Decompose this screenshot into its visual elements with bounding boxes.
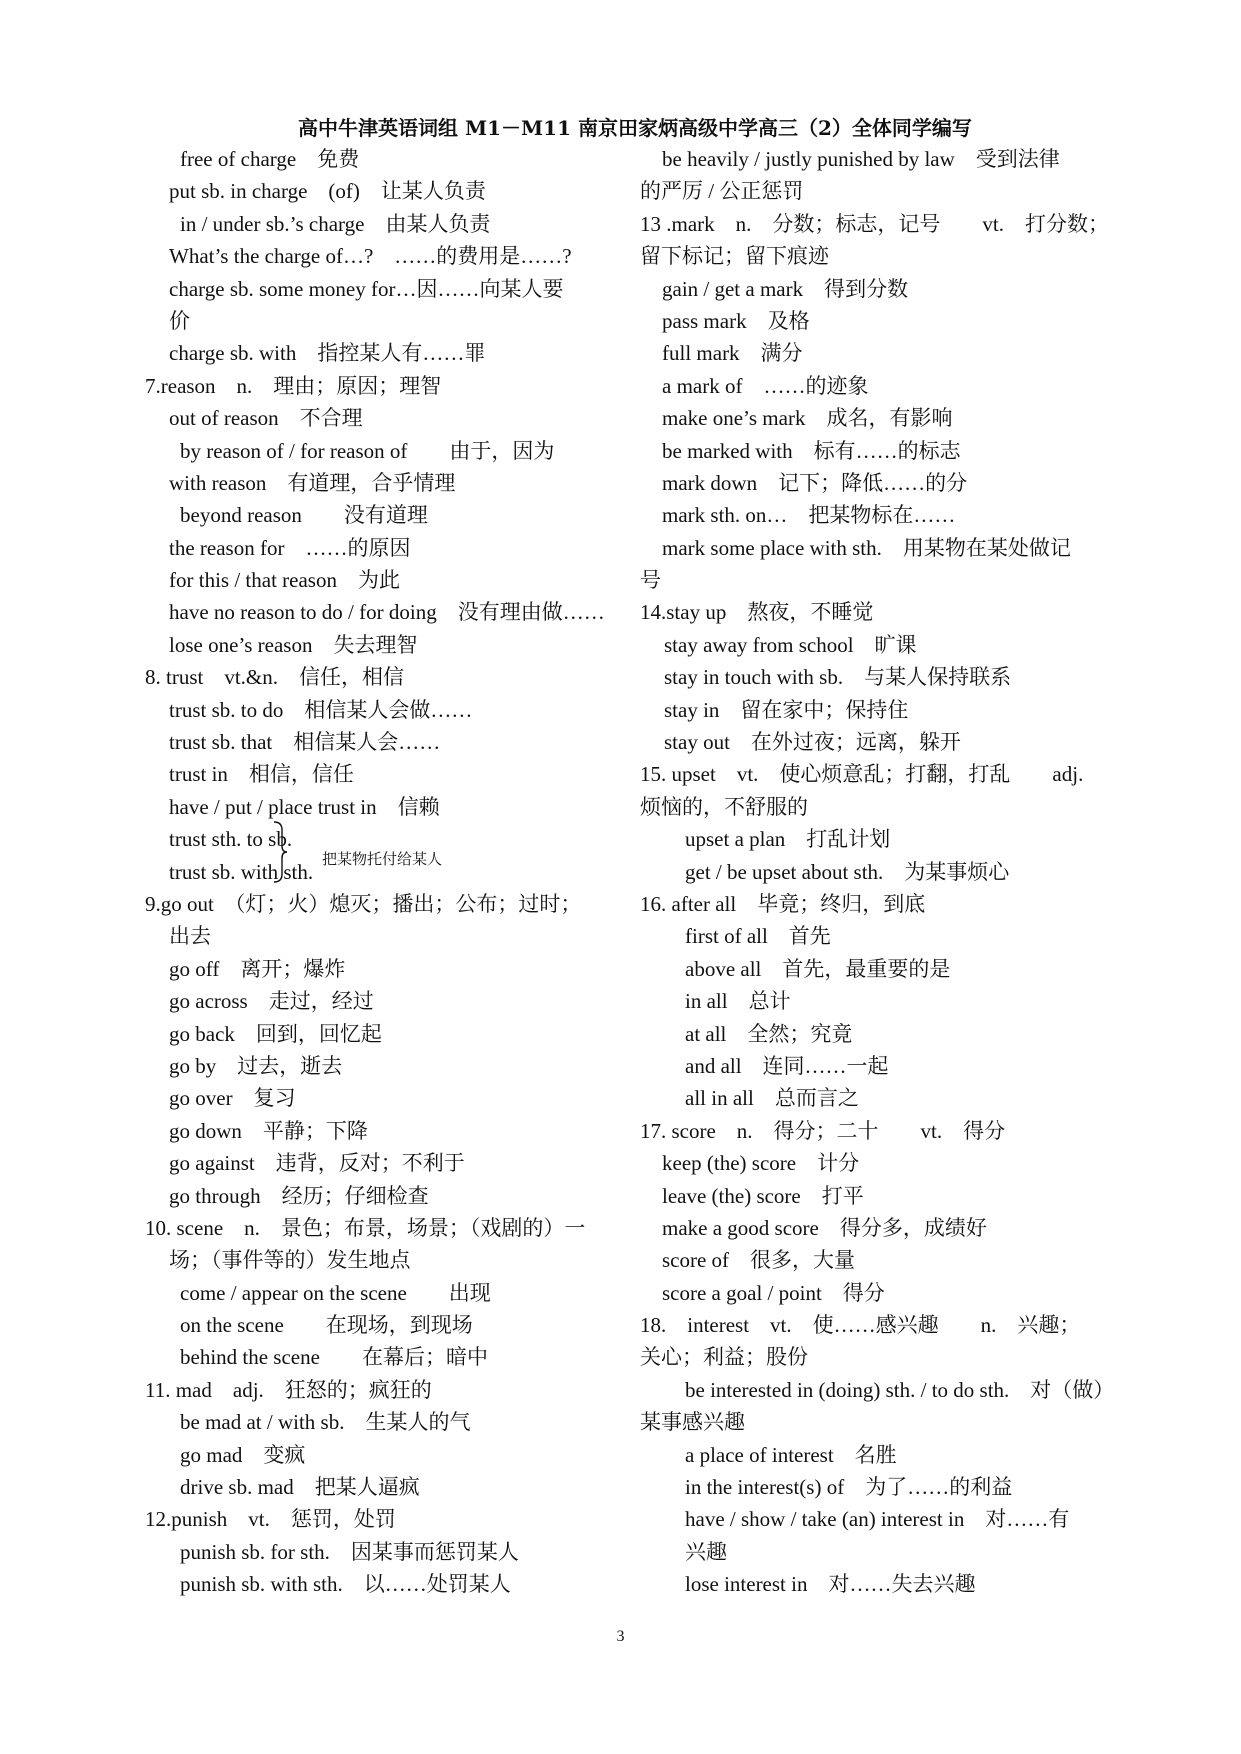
right-column-line: 留下标记；留下痕迹 xyxy=(640,244,829,269)
left-column-line: punish sb. for sth. 因某事而惩罚某人 xyxy=(180,1539,519,1564)
right-column-line: 的严厉 / 公正惩罚 xyxy=(640,179,804,204)
left-column-line: drive sb. mad 把某人逼疯 xyxy=(180,1475,420,1500)
left-column-line: go across 走过，经过 xyxy=(169,989,374,1014)
right-column-line: above all 首先，最重要的是 xyxy=(685,956,951,981)
left-column-line: in / under sb.’s charge 由某人负责 xyxy=(180,211,491,236)
header-title: 高中牛津英语词组 M1－M11 xyxy=(298,116,571,140)
left-column-line: 出去 xyxy=(169,924,211,949)
right-column-line: lose interest in 对……失去兴趣 xyxy=(685,1572,976,1597)
right-column-line: 某事感兴趣 xyxy=(640,1410,745,1435)
header-author: 南京田家炳高级中学高三（2）全体同学编写 xyxy=(578,116,972,140)
left-column-line: trust sth. to sb. xyxy=(169,827,293,852)
left-column-line: come / appear on the scene 出现 xyxy=(180,1280,491,1305)
right-column-line: score of 很多，大量 xyxy=(662,1248,856,1273)
left-column-line: beyond reason 没有道理 xyxy=(180,503,428,528)
left-column-line: go over 复习 xyxy=(169,1086,296,1111)
right-column-line: 烦恼的，不舒服的 xyxy=(640,794,808,819)
left-column-line: have no reason to do / for doing 没有理由做…… xyxy=(169,600,605,625)
left-column-line: be mad at / with sb. 生某人的气 xyxy=(180,1410,471,1435)
left-column-line: out of reason 不合理 xyxy=(169,406,363,431)
left-column-line: charge sb. some money for…因……向某人要 xyxy=(169,276,564,301)
right-column xyxy=(640,143,1115,1601)
left-column-line: 价 xyxy=(169,308,190,333)
left-column-line: for this / that reason 为此 xyxy=(169,568,400,593)
left-column-line: go against 违背，反对；不利于 xyxy=(169,1151,465,1176)
right-column-line: get / be upset about sth. 为某事烦心 xyxy=(685,859,1010,884)
left-column-line: 11. mad adj. 狂怒的；疯狂的 xyxy=(145,1377,432,1402)
left-column-line: trust sb. to do 相信某人会做…… xyxy=(169,697,473,722)
left-column-line: go through 经历；仔细检查 xyxy=(169,1183,429,1208)
right-column-line: in the interest(s) of 为了……的利益 xyxy=(685,1475,1013,1500)
left-column-line: trust sb. with sth. xyxy=(169,859,314,884)
right-column-line: 关心；利益；股份 xyxy=(640,1345,808,1370)
right-column-line: make one’s mark 成名，有影响 xyxy=(662,406,953,431)
right-column-line: stay out 在外过夜；远离，躲开 xyxy=(664,730,961,755)
right-column-line: 17. score n. 得分；二十 vt. 得分 xyxy=(640,1118,1006,1143)
left-column-line: with reason 有道理，合乎情理 xyxy=(169,470,456,495)
left-column-line: go down 平静；下降 xyxy=(169,1118,368,1143)
left-column-line: 场；（事件等的）发生地点 xyxy=(169,1248,411,1273)
left-column-line: trust in 相信，信任 xyxy=(169,762,354,787)
left-column-line: go mad 变疯 xyxy=(180,1442,306,1467)
right-column-line: 18. interest vt. 使……感兴趣 n. 兴趣； xyxy=(640,1313,1081,1338)
right-column-line: mark down 记下；降低……的分 xyxy=(662,470,968,495)
right-column-line: make a good score 得分多，成绩好 xyxy=(662,1215,987,1240)
right-column-line: keep (the) score 计分 xyxy=(662,1151,860,1176)
left-column-line: go off 离开；爆炸 xyxy=(169,956,346,981)
right-column-line: stay in 留在家中；保持住 xyxy=(664,697,909,722)
right-column-line: have / show / take (an) interest in 对……有 xyxy=(685,1507,1070,1532)
left-column-line: go back 回到，回忆起 xyxy=(169,1021,382,1046)
left-column-line: go by 过去，逝去 xyxy=(169,1053,343,1078)
right-column-line: stay in touch with sb. 与某人保持联系 xyxy=(664,665,1012,690)
right-column-line: in all 总计 xyxy=(685,989,791,1014)
left-column-line: trust sb. that 相信某人会…… xyxy=(169,730,441,755)
left-column-line: 7.reason n. 理由；原因；理智 xyxy=(145,373,442,398)
right-column-line: 15. upset vt. 使心烦意乱；打翻，打乱 adj. xyxy=(640,762,1084,787)
right-column-line: a mark of ……的迹象 xyxy=(662,373,869,398)
right-column-line: leave (the) score 打平 xyxy=(662,1183,864,1208)
right-column-line: first of all 首先 xyxy=(685,924,831,949)
left-column-line: put sb. in charge (of) 让某人负责 xyxy=(169,179,486,204)
left-column-line: have / put / place trust in 信赖 xyxy=(169,794,440,819)
right-column-line: at all 全然；究竟 xyxy=(685,1021,853,1046)
right-column-line: be heavily / justly punished by law 受到法律 xyxy=(662,147,1060,171)
left-column-line: free of charge 免费 xyxy=(180,147,360,171)
left-column-line: 9.go out （灯；火）熄灭；播出；公布；过时； xyxy=(145,891,582,916)
right-column-line: all in all 总而言之 xyxy=(685,1086,859,1111)
left-column xyxy=(145,143,625,1601)
brace-icon xyxy=(272,820,288,884)
right-column-line: upset a plan 打乱计划 xyxy=(685,827,891,852)
right-column-line: a place of interest 名胜 xyxy=(685,1442,897,1467)
right-column-line: full mark 满分 xyxy=(662,341,803,366)
right-column-line: 14.stay up 熬夜，不睡觉 xyxy=(640,600,874,625)
left-column-line: 12.punish vt. 惩罚，处罚 xyxy=(145,1507,396,1532)
right-column-line: stay away from school 旷课 xyxy=(664,632,917,657)
right-column-line: 13 .mark n. 分数；标志，记号 vt. 打分数； xyxy=(640,211,1109,236)
left-column-line: by reason of / for reason of 由于，因为 xyxy=(180,438,555,463)
right-column-line: gain / get a mark 得到分数 xyxy=(662,276,909,301)
left-column-line: on the scene 在现场，到现场 xyxy=(180,1313,473,1338)
right-column-line: pass mark 及格 xyxy=(662,308,810,333)
left-column-line: lose one’s reason 失去理智 xyxy=(169,632,418,657)
right-column-line: 兴趣 xyxy=(685,1539,727,1564)
left-column-line: behind the scene 在幕后；暗中 xyxy=(180,1345,488,1370)
page-number: 3 xyxy=(616,1628,625,1645)
left-column-line: punish sb. with sth. 以……处罚某人 xyxy=(180,1572,511,1597)
left-column-line: charge sb. with 指控某人有……罪 xyxy=(169,341,486,366)
brace-note: 把某物托付给某人 xyxy=(322,850,443,868)
right-column-line: 16. after all 毕竟；终归，到底 xyxy=(640,891,926,916)
right-column-line: and all 连同……一起 xyxy=(685,1053,889,1078)
right-column-line: 号 xyxy=(640,568,661,593)
right-column-line: mark some place with sth. 用某物在某处做记 xyxy=(662,535,1071,560)
page-header xyxy=(150,112,1130,142)
right-column-line: score a goal / point 得分 xyxy=(662,1280,885,1305)
right-column-line: mark sth. on… 把某物标在…… xyxy=(662,503,956,528)
left-column-line: the reason for ……的原因 xyxy=(169,535,411,560)
left-column-line: 8. trust vt.&n. 信任，相信 xyxy=(145,665,405,690)
left-column-line: What’s the charge of…? ……的费用是……? xyxy=(169,244,572,269)
left-column-line: 10. scene n. 景色；布景，场景；（戏剧的）一 xyxy=(145,1215,586,1240)
right-column-line: be marked with 标有……的标志 xyxy=(662,438,961,463)
right-column-line: be interested in (doing) sth. / to do sth. 对（做） xyxy=(685,1377,1115,1402)
